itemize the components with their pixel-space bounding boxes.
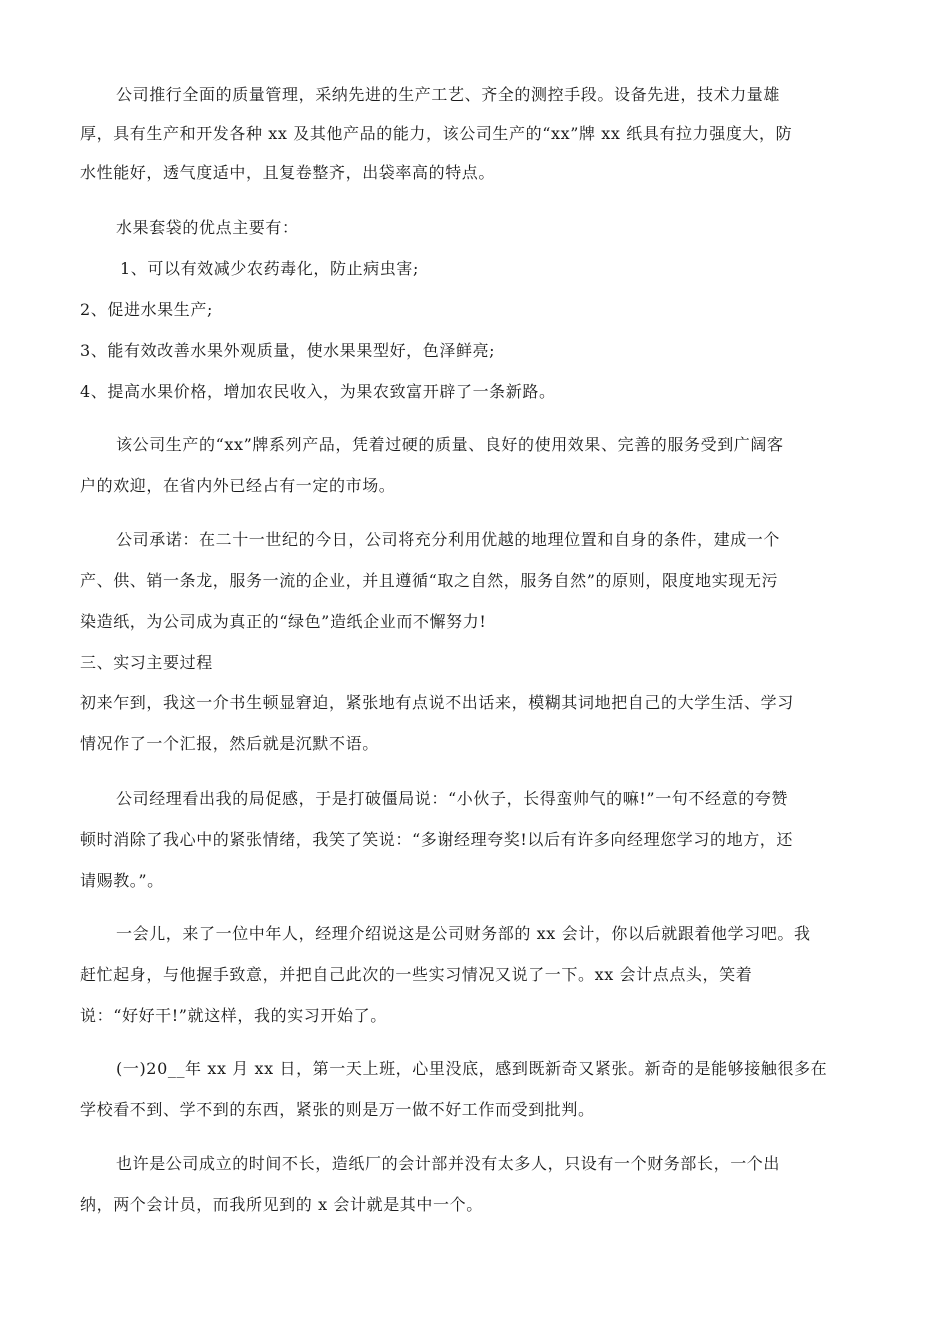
text-line: 请赐教。”。 (80, 871, 164, 890)
text-line: 情况作了一个汇报，然后就是沉默不语。 (80, 734, 379, 753)
text-line: 水性能好，透气度适中，且复卷整齐，出袋率高的特点。 (80, 163, 496, 182)
text-line: 公司承诺：在二十一世纪的今日，公司将充分利用优越的地理位置和自身的条件，建成一个 (116, 530, 781, 549)
text-line: 一会儿，来了一位中年人，经理介绍说这是公司财务部的 xx 会计，你以后就跟着他学习吧。我 (116, 924, 811, 943)
text-line: 该公司生产的“xx”牌系列产品，凭着过硬的质量、良好的使用效果、完善的服务受到广阔客 (116, 435, 784, 454)
text-line: 赶忙起身，与他握手致意，并把自己此次的一些实习情况又说了一下。xx 会计点点头，笑着 (80, 965, 753, 984)
text-line: 学校看不到、学不到的东西，紧张的则是万一做不好工作而受到批判。 (80, 1100, 595, 1119)
text-line: 水果套袋的优点主要有： (116, 218, 299, 237)
text-line: 也许是公司成立的时间不长，造纸厂的会计部并没有太多人，只设有一个财务部长，一个出 (116, 1154, 781, 1173)
text-line: 厚，具有生产和开发各种 xx 及其他产品的能力，该公司生产的“xx”牌 xx 纸具有拉力强度大，防 (80, 124, 793, 143)
text-line: 说：“好好干!”就这样，我的实习开始了。 (80, 1006, 387, 1025)
section-heading: 三、实习主要过程 (80, 653, 213, 672)
text-line: (一)20__年 xx 月 xx 日，第一天上班，心里没底，感到既新奇又紧张。新奇的是能够接触很多在 (116, 1059, 828, 1078)
text-line: 染造纸，为公司成为真正的“绿色”造纸企业而不懈努力! (80, 612, 487, 631)
text-line: 产、供、销一条龙，服务一流的企业，并且遵循“取之自然，服务自然”的原则，限度地实现无污 (80, 571, 779, 590)
text-line: 顿时消除了我心中的紧张情绪，我笑了笑说：“多谢经理夸奖!以后有许多向经理您学习的地方，还 (80, 830, 794, 849)
list-item: 2、促进水果生产; (80, 300, 213, 319)
text-line: 户的欢迎，在省内外已经占有一定的市场。 (80, 476, 396, 495)
text-line: 公司推行全面的质量管理，采纳先进的生产工艺、齐全的测控手段。设备先进，技术力量雄 (116, 85, 781, 104)
list-item: 1、可以有效减少农药毒化，防止病虫害; (120, 259, 419, 278)
text-line: 纳，两个会计员，而我所见到的 x 会计就是其中一个。 (80, 1195, 483, 1214)
text-line: 公司经理看出我的局促感，于是打破僵局说：“小伙子，长得蛮帅气的嘛!”一句不经意的夸赞 (116, 789, 788, 808)
text-line: 初来乍到，我这一介书生顿显窘迫，紧张地有点说不出话来，模糊其词地把自己的大学生活、学习 (80, 693, 794, 712)
list-item: 4、提高水果价格，增加农民收入，为果农致富开辟了一条新路。 (80, 382, 556, 401)
list-item: 3、能有效改善水果外观质量，使水果果型好，色泽鲜亮; (80, 341, 496, 360)
